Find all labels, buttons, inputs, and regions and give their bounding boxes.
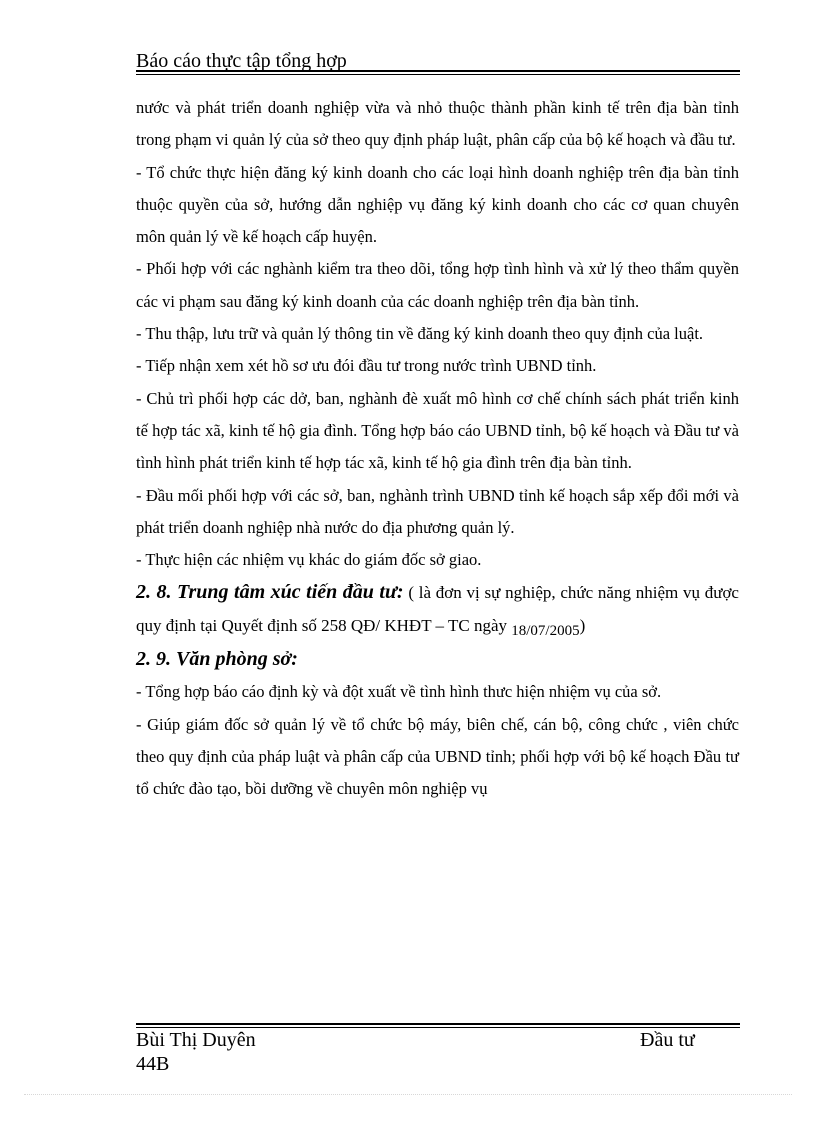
paragraph: - Giúp giám đốc sở quản lý về tổ chức bộ máy, biên chế, cán bộ, công chức , viên chức theo quy định của pháp luật và phân cấp của UBND tỉnh; phối hợp với bộ kế hoạch Đầu tư tổ chức đào tạo, bồi dưỡng về chuyên môn nghiệp vụ [136, 714, 739, 799]
page-bottom-edge [24, 1094, 792, 1095]
paragraph: - Thực hiện các nhiệm vụ khác do giám đốc sở giao. [136, 550, 482, 570]
body-text [136, 92, 739, 806]
paragraph: - Phối hợp với các nghành kiểm tra theo dõi, tổng hợp tình hình và xử lý theo thẩm quyền các vi phạm sau đăng ký kinh doanh của các doanh nghiệp trên địa bàn tỉnh. [136, 259, 739, 311]
section-heading-2-9 [136, 643, 739, 676]
section-heading-date: 18/07/2005 [511, 622, 580, 639]
paragraph: nước và phát triển doanh nghiệp vừa và nhỏ thuộc thành phần kinh tế trên địa bàn tỉnh trong phạm vi quản lý của sở theo quy định pháp luật, phân cấp của bộ kế hoạch và đầu tư. [136, 98, 739, 150]
paragraph: - Tổ chức thực hiện đăng ký kinh doanh cho các loại hình doanh nghiệp trên địa bàn tỉnh thuộc quyền của sở, hướng dẫn nghiệp vụ đăng ký kinh doanh cho các cơ quan chuyên môn quản lý về kế hoạch cấp huyện. [136, 162, 739, 247]
footer-department: Đầu tư [640, 1029, 695, 1051]
footer-class-label: 44B [136, 1053, 170, 1075]
paragraph: - Tổng hợp báo cáo định kỳ và đột xuất về tình hình thưc hiện nhiệm vụ của sở. [136, 682, 662, 702]
paragraph: - Tiếp nhận xem xét hồ sơ ưu đói đầu tư trong nước trình UBND tỉnh. [136, 356, 597, 376]
header-double-rule [136, 70, 740, 75]
section-heading-note: ( là đơn vị sự nghiệp, chức năng nhiệm vụ được quy định tại Quyết định số 258 QĐ/ KHĐT – TC ngày [136, 583, 739, 635]
paragraph: - Chủ trì phối hợp các dở, ban, nghành đè xuất mô hình cơ chế chính sách phát triển kinh tế hợp tác xã, kinh tế hộ gia đình. Tổng hợp báo cáo UBND tỉnh, bộ kế hoạch và Đầu tư và tình hình phát triển kinh tế hợp tác xã, kinh tế hộ gia đình trên địa bàn tỉnh. [136, 388, 739, 473]
footer-author-name: Bùi Thị Duyên [136, 1029, 256, 1051]
paragraph: - Đầu mối phối hợp với các sở, ban, nghành trình UBND tỉnh kế hoạch sắp xếp đổi mới và phát triển doanh nghiệp nhà nước do địa phương quản lý. [136, 485, 739, 537]
section-heading-title: 2. 8. Trung tâm xúc tiến đầu tư: [136, 581, 404, 604]
page-header-title: Báo cáo thực tập tổng hợp [136, 50, 347, 72]
section-heading-title: 2. 9. Văn phòng sở: [136, 648, 298, 671]
paragraph: - Thu thập, lưu trữ và quản lý thông tin về đăng ký kinh doanh theo quy định của luật. [136, 324, 704, 344]
section-heading-close: ) [579, 615, 586, 635]
section-heading-2-8 [136, 576, 739, 643]
